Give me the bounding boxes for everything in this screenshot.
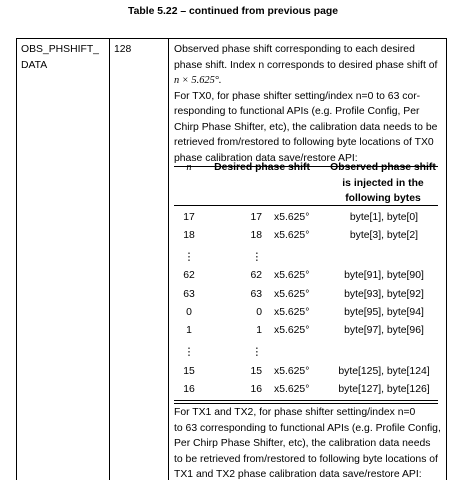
row-desired-value: 15: [250, 366, 262, 377]
row-desired-ellipsis: ⋮: [251, 252, 262, 263]
header-observed-phase-shift: [324, 160, 442, 207]
row-bytes: byte[1], byte[0]: [349, 212, 419, 223]
table-right-border: [446, 38, 447, 480]
row-bytes: byte[97], byte[96]: [344, 325, 424, 336]
row-n: 63: [183, 289, 195, 300]
outro-line-4: to be retrieved from/restored to following byte locations of: [174, 453, 438, 465]
row-multiplier: x5.625°: [274, 307, 310, 318]
table-top-rule: [16, 38, 447, 39]
intro-line-6: Chirp Phase Shifter, etc), the calibration data needs to be: [174, 121, 438, 133]
table-row: [174, 382, 438, 398]
row-bytes: byte[125], byte[124]: [338, 366, 430, 377]
outro-line-2: to 63 corresponding to functional APIs (e.g. Profile Config,: [174, 422, 441, 434]
row-desired-value: 63: [250, 289, 262, 300]
header-desired-phase-shift: Desired phase shift: [214, 162, 310, 173]
row-desired-value: 62: [250, 270, 262, 281]
row-n-ellipsis: ⋮: [183, 347, 195, 358]
param-name-line2: DATA: [21, 59, 48, 71]
row-desired-value: 18: [250, 230, 262, 241]
table-left-border: [16, 38, 17, 480]
col-divider-2: [168, 38, 169, 480]
col-divider-1: [109, 38, 110, 480]
table-row: [174, 364, 438, 380]
row-multiplier: x5.625°: [274, 212, 310, 223]
outro-line-1: For TX1 and TX2, for phase shifter setting/index n=0: [174, 407, 416, 418]
header-n: n: [186, 162, 192, 173]
intro-line-1: Observed phase shift corresponding to each desired: [174, 44, 415, 55]
intro-line-5: responding to functional APIs (e.g. Profile Config, Per: [174, 106, 420, 117]
row-multiplier: x5.625°: [274, 366, 310, 377]
header-observed-line1: Observed phase shift: [330, 162, 436, 173]
row-multiplier: x5.625°: [274, 270, 310, 281]
row-n: 17: [183, 212, 195, 223]
row-n: 1: [186, 325, 192, 336]
table-row: [174, 228, 438, 244]
outro-line-3: Per Chirp Phase Shifter, etc), the calibration data needs: [174, 438, 431, 449]
intro-line-3: n × 5.625°.: [174, 75, 222, 86]
row-multiplier: x5.625°: [274, 384, 310, 395]
row-n: 16: [183, 384, 195, 395]
intro-line-8: phase calibration data save/restore API:: [174, 152, 358, 164]
row-desired-value: 0: [256, 307, 262, 318]
table-row-ellipsis: [174, 250, 438, 266]
intro-line-4: For TX0, for phase shifter setting/index n=0 to 63 cor-: [174, 90, 421, 102]
inner-table-close-rule: [174, 403, 438, 404]
size-cell: 128: [114, 44, 132, 55]
row-n: 62: [183, 270, 195, 281]
intro-line-7: retrieved from/restored to following byte locations of TX0: [174, 137, 434, 148]
param-name-cell: [21, 42, 107, 73]
row-n: 0: [186, 307, 192, 318]
row-desired-value: 17: [250, 212, 262, 223]
row-desired-value: 1: [256, 325, 262, 336]
table-row-ellipsis: [174, 345, 438, 361]
row-desired-ellipsis: ⋮: [251, 347, 262, 358]
row-n: 15: [183, 366, 195, 377]
table-caption: Table 5.22 – continued from previous page: [128, 6, 338, 17]
row-desired-value: 16: [250, 384, 262, 395]
row-bytes: byte[3], byte[2]: [349, 230, 419, 241]
table-row: [174, 287, 438, 303]
header-observed-line2: is injected in the: [342, 177, 424, 189]
outro-line-5: TX1 and TX2 phase calibration data save/restore API:: [174, 469, 422, 480]
row-multiplier: x5.625°: [274, 230, 310, 241]
row-n: 18: [183, 230, 195, 241]
description-intro: [174, 42, 440, 166]
description-outro: [174, 405, 440, 483]
intro-line-2: phase shift. Index n corresponds to desired phase shift of: [174, 59, 438, 71]
table-row: [174, 210, 438, 226]
inner-table-bottom-rule: [174, 400, 438, 401]
param-name-line1: OBS_PHSHIFT_: [21, 44, 99, 55]
table-row: [174, 268, 438, 284]
table-row: [174, 323, 438, 339]
header-observed-line3: following bytes: [345, 193, 421, 204]
row-multiplier: x5.625°: [274, 289, 310, 300]
row-n-ellipsis: ⋮: [183, 252, 195, 263]
row-bytes: byte[127], byte[126]: [338, 384, 430, 395]
row-bytes: byte[95], byte[94]: [344, 307, 424, 318]
table-row: [174, 305, 438, 321]
row-multiplier: x5.625°: [274, 325, 310, 336]
inner-table-header: [174, 160, 438, 204]
row-bytes: byte[93], byte[92]: [344, 289, 424, 300]
row-bytes: byte[91], byte[90]: [344, 270, 424, 281]
